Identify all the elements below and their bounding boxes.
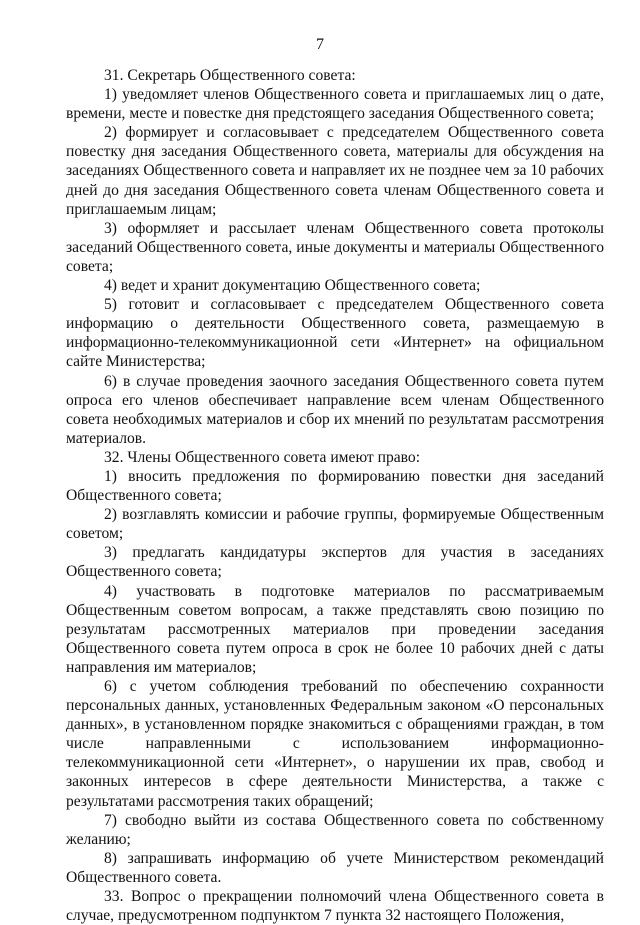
- paragraph: 31. Секретарь Общественного совета:: [104, 67, 356, 84]
- paragraph: 3) предлагать кандидатуры экспертов для участия в заседаниях Общественного совета;: [66, 544, 604, 581]
- paragraph: 6) с учетом соблюдения требований по обеспечению сохранности персональных данных, установленных Федеральным законом «О персональных данных», в установленном порядке знакомиться с обращениями граждан, в том числе направленными с использованием информационно-телекоммуникационной сети «Интернет», о нарушении их прав, свобод и законных интересов в сфере деятельности Министерства, а также с результатами рассмотрения таких обращений;: [66, 678, 604, 810]
- paragraph: 1) вносить предложения по формированию повестки дня заседаний Общественного совета;: [66, 467, 604, 505]
- paragraph: 5) готовит и согласовывает с председателем Общественного совета информацию о деятельности Общественного совета, размещаемую в информационно-телекоммуникационной сети «Интернет» на официальном сайте Министерства;: [66, 296, 604, 371]
- paragraph: 1) уведомляет членов Общественного совета и приглашаемых лиц о дате, времени, месте и повестке дня предстоящего заседания Общественного совета;: [66, 86, 604, 123]
- document-body: [66, 66, 604, 925]
- paragraph: 2) формирует и согласовывает с председателем Общественного совета повестку дня заседания Общественного совета, материалы для обсуждения на заседаниях Общественного совета и направляет их не позднее чем за 10 рабочих дней до дня заседания Общественного совета членам Общественного совета и приглашаемым лицам;: [66, 124, 604, 218]
- paragraph: 4) участвовать в подготовке материалов по рассматриваемым Общественным советом вопросам, а также представлять свою позицию по результатам рассмотренных материалов при проведении заседания Общественного совета путем опроса в срок не более 10 рабочих дней с даты направления им материалов;: [66, 582, 604, 676]
- page-number: 7: [316, 36, 324, 53]
- paragraph: 4) ведет и хранит документацию Общественного совета;: [104, 277, 481, 295]
- paragraph: 8) запрашивать информацию об учете Министерством рекомендаций Общественного совета.: [66, 849, 604, 886]
- paragraph: 3) оформляет и рассылает членам Общественного совета протоколы заседаний Общественного совета, иные документы и материалы Общественного совета;: [66, 219, 604, 275]
- paragraph: 33. Вопрос о прекращении полномочий члена Общественного совета в случае, предусмотренном подпунктом 7 пункта 32 настоящего Положения,: [66, 888, 604, 925]
- paragraph: 2) возглавлять комиссии и рабочие группы, формируемые Общественным советом;: [66, 506, 604, 543]
- paragraph: 7) свободно выйти из состава Общественного совета по собственному желанию;: [66, 811, 604, 848]
- paragraph: 32. Члены Общественного совета имеют право:: [104, 448, 421, 466]
- paragraph: 6) в случае проведения заочного заседания Общественного совета путем опроса его членов обеспечивает направление всем членам Общественного совета необходимых материалов и сбор их мнений по результатам рассмотрения материалов.: [66, 372, 604, 447]
